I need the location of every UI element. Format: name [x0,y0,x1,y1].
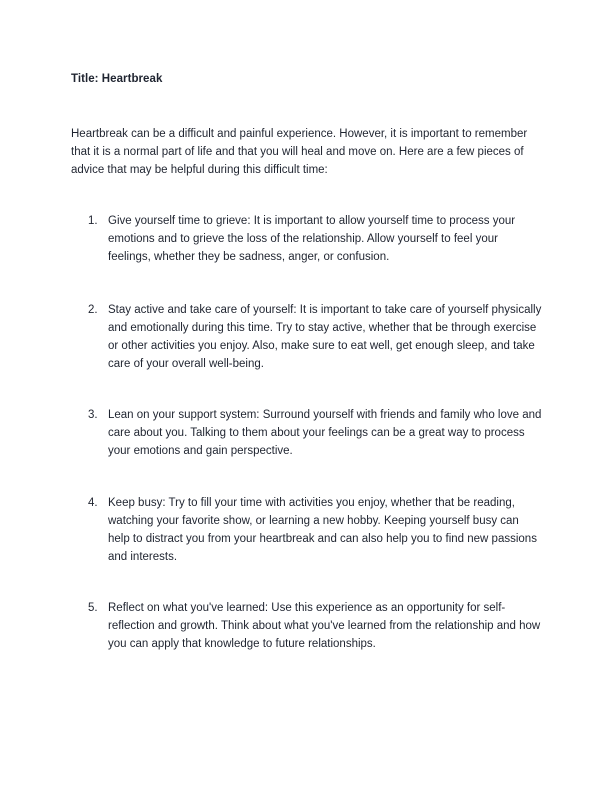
advice-item-grieve [88,212,543,266]
document-title: Title: Heartbreak [71,73,163,85]
advice-text: Lean on your support system: Surround yourself with friends and family who love and care about you. Talking to them about your feelings can be a great way to process your emotions and gain perspective. [108,409,542,457]
advice-item-reflect [88,599,543,653]
advice-text: Give yourself time to grieve: It is important to allow yourself time to process your emotions and to grieve the loss of the relationship. Allow yourself to feel your feelings, whether they be sadness, anger, or confusion. [108,215,516,263]
list-number: 4. [88,497,98,509]
advice-text: Keep busy: Try to fill your time with activities you enjoy, whether that be reading, watching your favorite show, or learning a new hobby. Keeping yourself busy can help to distract you from your heartbreak and can also help you to find new passions and interests. [108,497,537,563]
advice-item-keep-busy [88,494,543,566]
advice-item-support-system [88,406,543,460]
list-number: 2. [88,304,98,316]
advice-item-self-care [88,301,543,373]
intro-paragraph: Heartbreak can be a difficult and painful experience. However, it is important to remember that it is a normal part of life and that you will heal and move on. Here are a few pieces of advice that may be helpful during this difficult time: [71,128,528,176]
list-number: 3. [88,409,98,421]
advice-text: Stay active and take care of yourself: It is important to take care of yourself physically and emotionally during this time. Try to stay active, whether that be through exercise or other activities you enjoy. Also, make sure to eat well, get enough sleep, and take care of your overall well-being. [108,304,542,370]
list-number: 5. [88,602,98,614]
advice-text: Reflect on what you've learned: Use this experience as an opportunity for self-reflection and growth. Think about what you've learned from the relationship and how you can apply that knowledge to future relationships. [108,602,541,650]
list-number: 1. [88,215,98,227]
